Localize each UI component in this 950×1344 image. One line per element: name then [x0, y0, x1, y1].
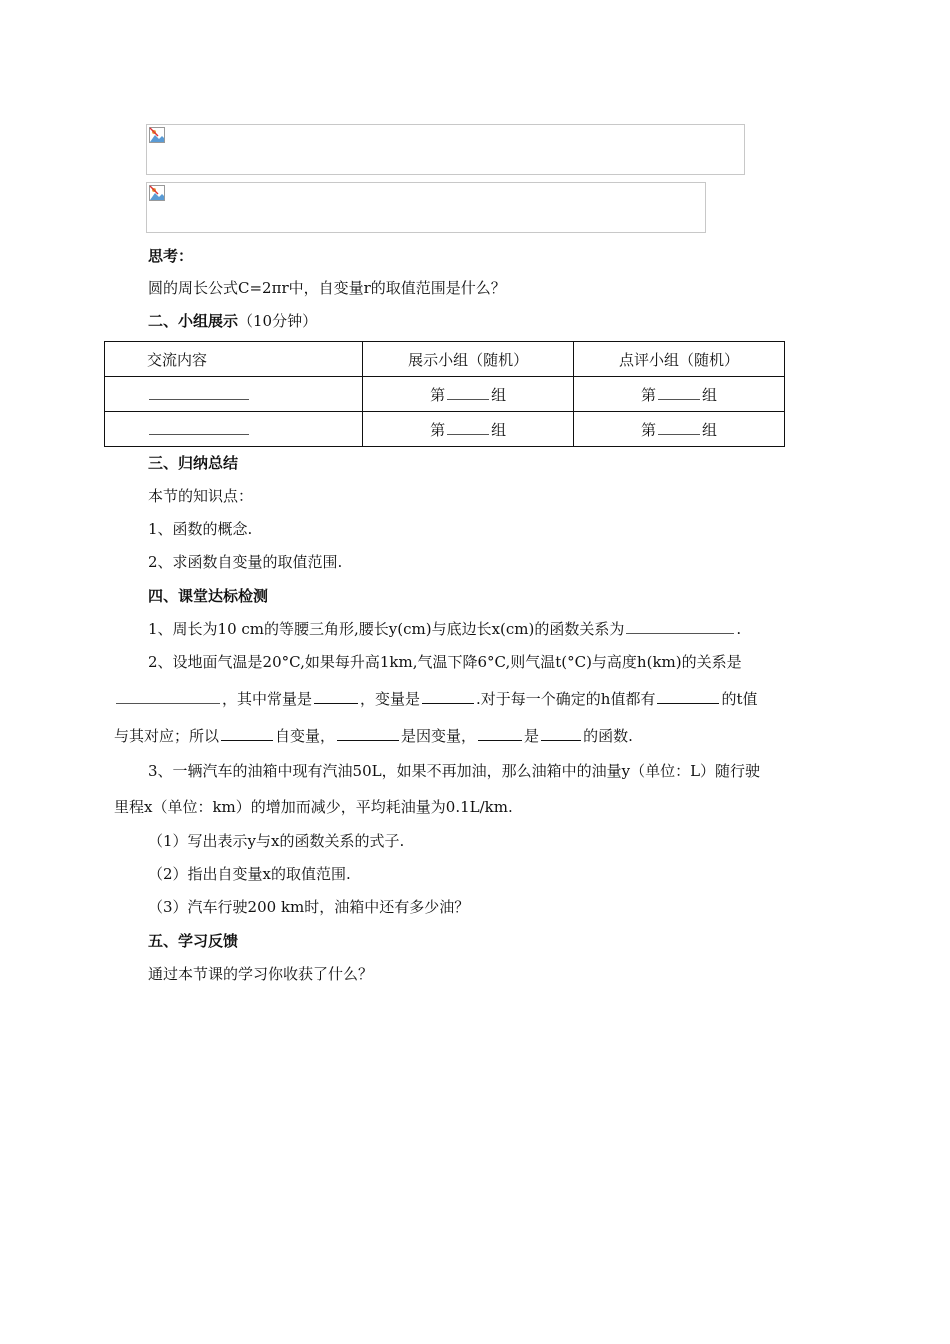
section5-heading: 五、学习反馈: [148, 932, 239, 950]
question-2-line-1: 2、设地面气温是20°C,如果每升高1km,气温下降6°C,则气温t(°C)与高度h(km)的关系是: [148, 653, 742, 671]
section3-heading: 三、归纳总结: [148, 454, 239, 472]
section2-heading-line: [148, 310, 317, 331]
question-2-text: ，变量是: [360, 690, 421, 708]
group-prefix: 第: [641, 420, 657, 439]
answer-blank[interactable]: [422, 689, 474, 704]
table-cell: [574, 412, 785, 447]
question-1-end: .: [736, 620, 742, 638]
group-suffix: 组: [702, 385, 718, 404]
group-suffix: 组: [702, 420, 718, 439]
question-2-text: 是因变量，: [401, 727, 477, 745]
group-blank[interactable]: [447, 385, 489, 400]
question-1: [148, 618, 741, 639]
question-1-text: 1、周长为10 cm的等腰三角形,腰长y(cm)与底边长x(cm)的函数关系为: [148, 620, 625, 638]
answer-blank[interactable]: [337, 726, 399, 741]
group-blank[interactable]: [658, 385, 700, 400]
group-suffix: 组: [491, 385, 507, 404]
section2-heading: 二、小组展示: [148, 312, 239, 330]
answer-blank[interactable]: [116, 689, 220, 704]
table-row: [105, 412, 785, 447]
question-2-text: 的t值: [721, 690, 758, 708]
question-2-text: ，其中常量是: [222, 690, 313, 708]
broken-image-icon: [149, 127, 165, 143]
question-3-sub: （1）写出表示y与x的函数关系的式子.: [148, 832, 405, 850]
question-2-text: .对于每一个确定的h值都有: [476, 690, 656, 708]
table-cell-blank[interactable]: [105, 377, 363, 412]
question-2-line-2: [114, 688, 758, 709]
answer-blank[interactable]: [221, 726, 273, 741]
table-header-row: [105, 342, 785, 377]
table-cell: [363, 377, 574, 412]
group-prefix: 第: [430, 420, 446, 439]
section2-time: （10分钟）: [238, 312, 318, 330]
question-3-line-1: 3、一辆汽车的油箱中现有汽油50L，如果不再加油，那么油箱中的油量y（单位：L）随行驶: [148, 762, 761, 780]
question-3-sub: （2）指出自变量x的取值范围.: [148, 865, 351, 883]
group-prefix: 第: [430, 385, 446, 404]
answer-blank[interactable]: [478, 726, 522, 741]
answer-blank[interactable]: [626, 619, 734, 634]
group-blank[interactable]: [447, 420, 489, 435]
answer-blank[interactable]: [657, 689, 719, 704]
table-header: 点评小组（随机）: [574, 342, 785, 377]
broken-image-icon: [149, 185, 165, 201]
image-placeholder-1: [146, 124, 745, 175]
question-2-text: 的函数.: [583, 727, 633, 745]
section3-intro: 本节的知识点：: [148, 487, 254, 505]
question-2-text: 自变量，: [275, 727, 336, 745]
table-cell-blank[interactable]: [105, 412, 363, 447]
table-row: [105, 377, 785, 412]
knowledge-item: 1、函数的概念.: [148, 520, 253, 538]
feedback-question: 通过本节课的学习你收获了什么？: [148, 965, 374, 983]
table-header: 交流内容: [105, 342, 363, 377]
answer-blank[interactable]: [314, 689, 358, 704]
question-3-sub: （3）汽车行驶200 km时，油箱中还有多少油？: [148, 898, 470, 916]
image-placeholder-2: [146, 182, 706, 233]
content-blank[interactable]: [149, 385, 249, 400]
think-heading: 思考：: [148, 247, 194, 265]
think-question: 圆的周长公式C=2πr中，自变量r的取值范围是什么？: [148, 279, 506, 297]
question-2-text: 与其对应；所以: [114, 727, 220, 745]
section4-heading: 四、课堂达标检测: [148, 587, 269, 605]
question-2-text: 是: [524, 727, 540, 745]
answer-blank[interactable]: [541, 726, 581, 741]
table-cell: [574, 377, 785, 412]
group-suffix: 组: [491, 420, 507, 439]
group-blank[interactable]: [658, 420, 700, 435]
question-2-line-3: [114, 725, 633, 746]
table-cell: [363, 412, 574, 447]
group-table: [104, 341, 785, 447]
content-blank[interactable]: [149, 420, 249, 435]
knowledge-item: 2、求函数自变量的取值范围.: [148, 553, 343, 571]
question-3-line-2: 里程x（单位：km）的增加而减少，平均耗油量为0.1L/km.: [114, 798, 513, 816]
table-header: 展示小组（随机）: [363, 342, 574, 377]
group-prefix: 第: [641, 385, 657, 404]
